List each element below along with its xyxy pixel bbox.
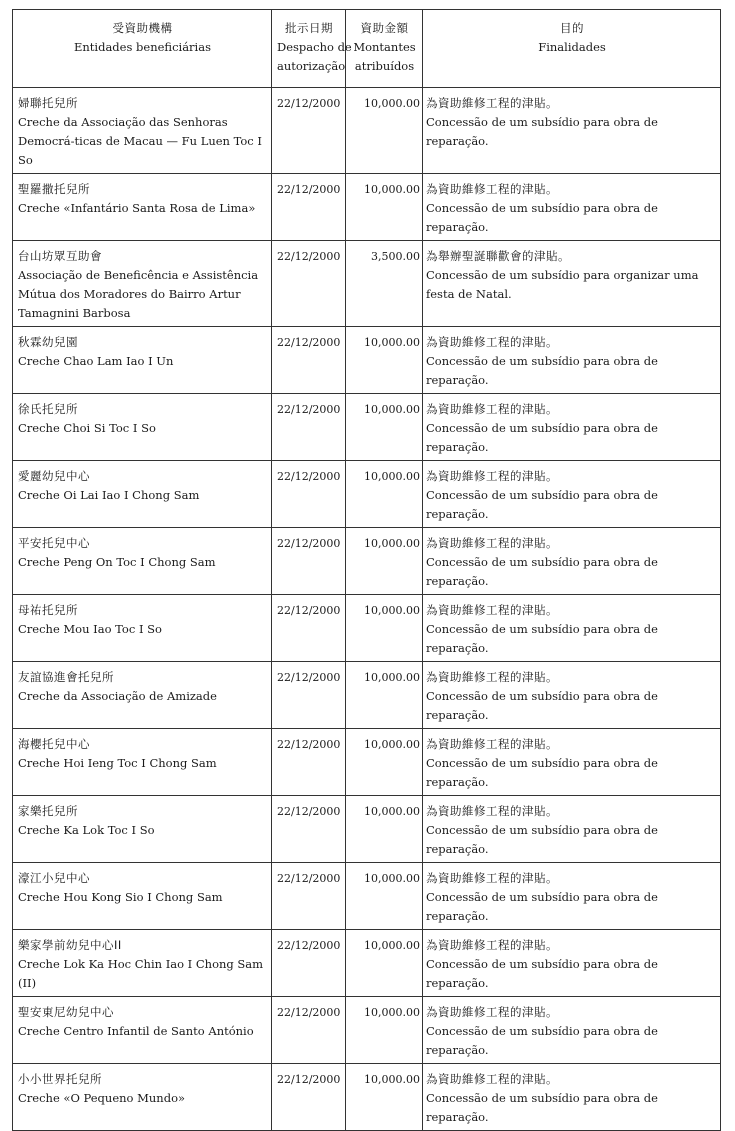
header-date-pt-line2: autorização [277, 59, 346, 73]
purpose-cell [423, 394, 721, 461]
table-row [13, 327, 721, 394]
amount-value: 10,000.00 [346, 863, 423, 930]
table-row [13, 863, 721, 930]
purpose-zh: 為資助維修工程的津貼。 [426, 737, 558, 751]
table-row [13, 88, 721, 174]
purpose-cell [423, 796, 721, 863]
beneficiary-cell [13, 662, 272, 729]
amount-value: 10,000.00 [346, 461, 423, 528]
table-row [13, 930, 721, 997]
purpose-cell [423, 327, 721, 394]
table-row [13, 729, 721, 796]
amount-value: 10,000.00 [346, 528, 423, 595]
beneficiary-name-zh: 樂家學前幼兒中心II [18, 938, 122, 952]
authorization-date: 22/12/2000 [272, 863, 346, 930]
authorization-date: 22/12/2000 [272, 1064, 346, 1131]
purpose-cell [423, 595, 721, 662]
authorization-date: 22/12/2000 [272, 88, 346, 174]
beneficiary-name-pt: Creche da Associação das Senhoras Democrá-ticas de Macau — Fu Luen Toc I So [18, 115, 262, 167]
purpose-pt: Concessão de um subsídio para obra de reparação. [426, 115, 658, 148]
table-row [13, 241, 721, 327]
header-amount-pt-line1: Montantes [353, 40, 416, 54]
beneficiary-cell [13, 796, 272, 863]
purpose-cell [423, 729, 721, 796]
beneficiary-name-zh: 濠江小兒中心 [18, 871, 90, 885]
purpose-pt: Concessão de um subsídio para obra de reparação. [426, 488, 658, 521]
beneficiary-name-zh: 小小世界托兒所 [18, 1072, 102, 1086]
authorization-date: 22/12/2000 [272, 394, 346, 461]
beneficiary-name-zh: 台山坊眾互助會 [18, 249, 102, 263]
amount-value: 10,000.00 [346, 595, 423, 662]
purpose-zh: 為資助維修工程的津貼。 [426, 1005, 558, 1019]
purpose-pt: Concessão de um subsídio para obra de reparação. [426, 555, 658, 588]
beneficiary-cell [13, 930, 272, 997]
beneficiary-name-pt: Creche da Associação de Amizade [18, 689, 217, 703]
header-purpose [423, 10, 721, 88]
purpose-pt: Concessão de um subsídio para obra de reparação. [426, 756, 658, 789]
amount-value: 10,000.00 [346, 1064, 423, 1131]
header-date-pt-line1: Despacho de [277, 40, 352, 54]
purpose-pt: Concessão de um subsídio para obra de reparação. [426, 689, 658, 722]
beneficiary-cell [13, 88, 272, 174]
beneficiary-name-zh: 聖羅撒托兒所 [18, 182, 90, 196]
table-row [13, 394, 721, 461]
amount-value: 10,000.00 [346, 662, 423, 729]
purpose-zh: 為資助維修工程的津貼。 [426, 96, 558, 110]
purpose-zh: 為資助維修工程的津貼。 [426, 804, 558, 818]
purpose-pt: Concessão de um subsídio para obra de reparação. [426, 421, 658, 454]
purpose-zh: 為資助維修工程的津貼。 [426, 603, 558, 617]
amount-value: 10,000.00 [346, 796, 423, 863]
table-row [13, 174, 721, 241]
purpose-zh: 為資助維修工程的津貼。 [426, 536, 558, 550]
table-row [13, 1064, 721, 1131]
beneficiary-name-pt: Creche «O Pequeno Mundo» [18, 1091, 186, 1105]
authorization-date: 22/12/2000 [272, 796, 346, 863]
purpose-cell [423, 174, 721, 241]
header-amount-pt-line2: atribuídos [354, 59, 415, 73]
header-date [272, 10, 352, 88]
purpose-pt: Concessão de um subsídio para organizar uma festa de Natal. [426, 268, 699, 301]
purpose-cell [423, 528, 721, 595]
purpose-zh: 為資助維修工程的津貼。 [426, 182, 558, 196]
authorization-date: 22/12/2000 [272, 997, 346, 1064]
authorization-date: 22/12/2000 [272, 327, 346, 394]
purpose-pt: Concessão de um subsídio para obra de reparação. [426, 201, 658, 234]
beneficiary-cell [13, 1064, 272, 1131]
authorization-date: 22/12/2000 [272, 528, 346, 595]
purpose-zh: 為資助維修工程的津貼。 [426, 402, 558, 416]
amount-value: 10,000.00 [346, 997, 423, 1064]
purpose-pt: Concessão de um subsídio para obra de reparação. [426, 957, 658, 990]
header-date-zh: 批示日期 [285, 21, 333, 35]
authorization-date: 22/12/2000 [272, 241, 346, 327]
table-row [13, 595, 721, 662]
authorization-date: 22/12/2000 [272, 174, 346, 241]
beneficiary-name-pt: Creche Hoi Ieng Toc I Chong Sam [18, 756, 217, 770]
header-amount-zh: 資助金額 [360, 21, 409, 35]
authorization-date: 22/12/2000 [272, 595, 346, 662]
purpose-zh: 為資助維修工程的津貼。 [426, 670, 558, 684]
amount-value: 10,000.00 [346, 729, 423, 796]
table-body [13, 88, 721, 1131]
purpose-pt: Concessão de um subsídio para obra de reparação. [426, 1091, 658, 1124]
purpose-zh: 為資助維修工程的津貼。 [426, 871, 558, 885]
purpose-zh: 為資助維修工程的津貼。 [426, 938, 558, 952]
beneficiary-cell [13, 461, 272, 528]
beneficiary-cell [13, 729, 272, 796]
beneficiary-cell [13, 997, 272, 1064]
purpose-cell [423, 88, 721, 174]
table-header-row [13, 10, 721, 88]
amount-value: 10,000.00 [346, 174, 423, 241]
beneficiary-name-pt: Creche Centro Infantil de Santo António [18, 1024, 254, 1038]
beneficiary-name-pt: Creche Ka Lok Toc I So [18, 823, 155, 837]
purpose-pt: Concessão de um subsídio para obra de reparação. [426, 622, 658, 655]
header-amount [346, 10, 423, 88]
purpose-zh: 為舉辦聖誕聯歡會的津貼。 [426, 249, 570, 263]
purpose-zh: 為資助維修工程的津貼。 [426, 1072, 558, 1086]
beneficiary-name-pt: Creche Mou Iao Toc I So [18, 622, 162, 636]
authorization-date: 22/12/2000 [272, 461, 346, 528]
beneficiary-cell [13, 394, 272, 461]
amount-value: 10,000.00 [346, 327, 423, 394]
purpose-pt: Concessão de um subsídio para obra de reparação. [426, 823, 658, 856]
purpose-cell [423, 241, 721, 327]
beneficiary-name-zh: 愛麗幼兒中心 [18, 469, 90, 483]
subsidy-table [12, 9, 721, 1131]
amount-value: 10,000.00 [346, 930, 423, 997]
authorization-date: 22/12/2000 [272, 930, 346, 997]
purpose-zh: 為資助維修工程的津貼。 [426, 469, 558, 483]
authorization-date: 22/12/2000 [272, 662, 346, 729]
purpose-cell [423, 930, 721, 997]
beneficiary-cell [13, 174, 272, 241]
beneficiary-name-pt: Creche Chao Lam Iao I Un [18, 354, 174, 368]
beneficiary-name-zh: 聖安東尼幼兒中心 [18, 1005, 114, 1019]
purpose-cell [423, 997, 721, 1064]
beneficiary-name-zh: 家樂托兒所 [18, 804, 78, 818]
header-beneficiaries [13, 10, 272, 88]
beneficiary-name-zh: 海櫻托兒中心 [18, 737, 90, 751]
beneficiary-cell [13, 595, 272, 662]
beneficiary-name-pt: Creche Peng On Toc I Chong Sam [18, 555, 216, 569]
purpose-cell [423, 461, 721, 528]
purpose-pt: Concessão de um subsídio para obra de reparação. [426, 890, 658, 923]
beneficiary-name-pt: Associação de Beneficência e Assistência Mútua dos Moradores do Bairro Artur Tamagnini Barbosa [18, 268, 259, 320]
beneficiary-name-pt: Creche Lok Ka Hoc Chin Iao I Chong Sam (II) [18, 957, 264, 990]
header-purpose-zh: 目的 [560, 21, 584, 35]
beneficiary-cell [13, 528, 272, 595]
purpose-pt: Concessão de um subsídio para obra de reparação. [426, 354, 658, 387]
amount-value: 10,000.00 [346, 88, 423, 174]
beneficiary-cell [13, 327, 272, 394]
beneficiary-name-zh: 秋霖幼兒園 [18, 335, 78, 349]
table-row [13, 461, 721, 528]
purpose-cell [423, 1064, 721, 1131]
purpose-pt: Concessão de um subsídio para obra de reparação. [426, 1024, 658, 1057]
beneficiary-name-pt: Creche Hou Kong Sio I Chong Sam [18, 890, 223, 904]
table-row [13, 528, 721, 595]
beneficiary-name-pt: Creche Oi Lai Iao I Chong Sam [18, 488, 200, 502]
table-row [13, 997, 721, 1064]
header-beneficiaries-pt: Entidades beneficiárias [73, 40, 211, 54]
authorization-date: 22/12/2000 [272, 729, 346, 796]
header-beneficiaries-zh: 受資助機構 [112, 21, 173, 35]
beneficiary-name-zh: 徐氏托兒所 [18, 402, 78, 416]
purpose-cell [423, 863, 721, 930]
beneficiary-cell [13, 863, 272, 930]
amount-value: 10,000.00 [346, 394, 423, 461]
table-row [13, 662, 721, 729]
amount-value: 3,500.00 [346, 241, 423, 327]
beneficiary-name-pt: Creche Choi Si Toc I So [18, 421, 156, 435]
beneficiary-name-zh: 友誼協進會托兒所 [18, 670, 114, 684]
table-row [13, 796, 721, 863]
beneficiary-name-zh: 婦聯托兒所 [18, 96, 78, 110]
purpose-cell [423, 662, 721, 729]
header-purpose-pt: Finalidades [538, 40, 606, 54]
beneficiary-name-pt: Creche «Infantário Santa Rosa de Lima» [18, 201, 256, 215]
beneficiary-name-zh: 平安托兒中心 [18, 536, 90, 550]
purpose-zh: 為資助維修工程的津貼。 [426, 335, 558, 349]
beneficiary-cell [13, 241, 272, 327]
beneficiary-name-zh: 母祐托兒所 [18, 603, 78, 617]
